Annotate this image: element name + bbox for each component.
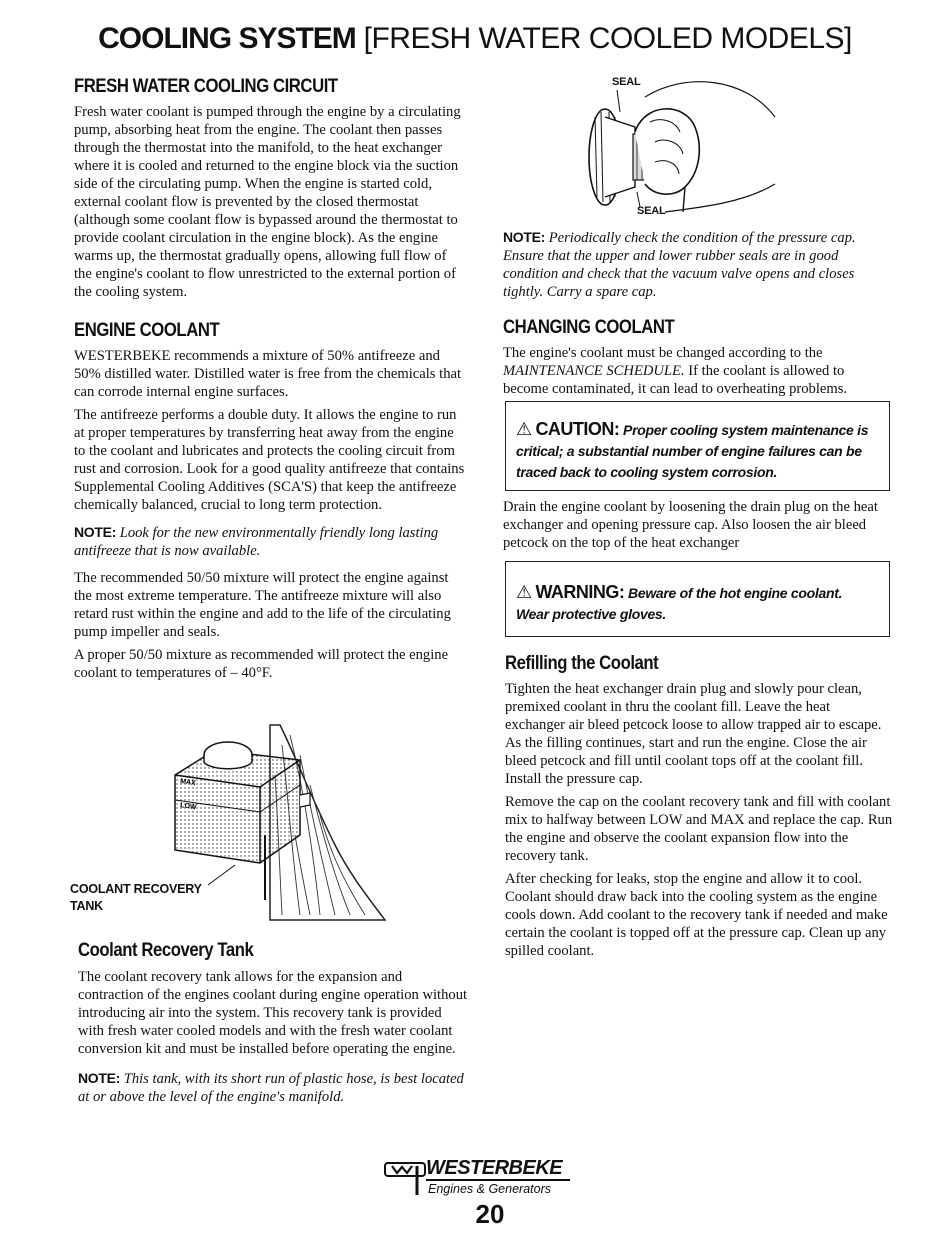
tank-low-label: LOW [179,802,197,812]
note-label: NOTE: [74,524,117,540]
caution-label: CAUTION: [535,419,620,439]
note-tank-location [78,1069,470,1106]
note-text: Look for the new environmentally friendly long lasting antifreeze that is now available. [74,525,439,559]
brand-name: WESTERBEKE [426,1157,570,1181]
note-text: Periodically check the condition of the pressure cap. Ensure that the upper and lower rubber seals are in good condition and check that the vacuum valve opens and closes tightly. Carry a spare cap. [503,230,856,300]
paragraph-antifreeze-duty: The antifreeze performs a double duty. It allows the engine to run at proper temperatures by transferring heat away from the engine to the coolant and lubricates and protects the cooling circuit from rust and corrosion. Look for a good quality antifreeze that contains Supplemental Cooling Additives (SCA'S) that keep the antifreeze chemically balanced, crucial to long term protection. [74,407,465,513]
paragraph-mixture-protection: The recommended 50/50 mixture will protect the engine against the most extreme temperature. The antifreeze mixture will also retard rust within the engine and add to the life of the circulating pump impeller and seals. [74,570,451,640]
caution-icon: ⚠ [516,419,532,439]
note-label: NOTE: [78,1070,121,1086]
paragraph-refilling-3: After checking for leaks, stop the engine and allow it to cool. Coolant should draw back into the cooling system as the engine cools down. Add coolant to the recovery tank if needed and make certain the coolant is topped off at the pressure cap. Clean up any spilled coolant. [505,871,888,959]
page-title-bold: COOLING SYSTEM [98,22,356,55]
seal-label-bottom: SEAL [637,205,666,217]
note-antifreeze [74,523,466,560]
figure-label-coolant-recovery: COOLANT RECOVERY [70,882,202,896]
page-title [0,22,950,56]
tank-max-label: MAX [179,778,197,788]
page-title-rest: [FRESH WATER COOLED MODELS] [363,22,852,55]
note-pressure-cap [503,228,888,301]
text-segment: If the coolant is allowed to become contaminated, it can lead to overheating problems. [503,363,848,397]
heading-changing-coolant: CHANGING COOLANT [503,317,675,338]
paragraph-refilling-1: Tighten the heat exchanger drain plug and slowly pour clean, premixed coolant in thru the coolant fill. Leave the heat exchanger air bleed petcock loose to allow trapped air to escape. As the filling continues, start and run the engine. Close the air bleed petcock and fill until coolant tops off at the coolant fill. Install the pressure cap. [505,681,882,787]
left-column [74,76,466,682]
warning-text-block [516,582,877,625]
paragraph-changing-coolant [503,344,888,398]
note-text: This tank, with its short run of plastic hose, is best located at or above the level of the engine's manifold. [78,1071,464,1105]
page-number: 20 [475,1199,505,1229]
caution-box [505,401,890,491]
westerbeke-logo-mark [382,1157,428,1199]
heading-coolant-recovery-tank: Coolant Recovery Tank [78,940,254,961]
caution-text: Proper cooling system maintenance is critical; a substantial number of engine failures can be traced back to cooling system corrosion. [516,422,869,480]
heading-refilling-coolant: Refilling the Coolant [505,653,659,674]
heading-fresh-water-cooling-circuit: FRESH WATER COOLING CIRCUIT [74,76,338,97]
caution-text-block [516,419,877,483]
warning-label: WARNING: [535,582,625,602]
warning-box [505,561,890,637]
seal-label-top: SEAL [612,76,641,88]
westerbeke-logo [382,1157,592,1199]
paragraph-drain-coolant: Drain the engine coolant by loosening the drain plug on the heat exchanger and opening pressure cap. Also loosen the air bleed petcock on the top of the heat exchanger [503,499,878,551]
note-label: NOTE: [503,229,546,245]
paragraph-refilling-2: Remove the cap on the coolant recovery tank and fill with coolant mix to halfway between LOW and MAX and replace the cap. Run the engine and observe the coolant expansion flow into the recovery tank. [505,794,893,864]
paragraph-coolant-mixture: WESTERBEKE recommends a mixture of 50% antifreeze and 50% distilled water. Distilled water is free from the chemicals that can corrode internal engine surfaces. [74,348,462,400]
text-segment: The engine's coolant must be changed according to the [503,345,823,361]
paragraph-recovery-tank: The coolant recovery tank allows for the expansion and contraction of the engines coolant during engine operation without introducing air into the system. This recovery tank is provided with fresh water cooled models and with the fresh water coolant conversion kit and must be installed before operating the engine. [78,969,468,1057]
paragraph-cooling-circuit: Fresh water coolant is pumped through the engine by a circulating pump, absorbing heat from the engine. The coolant then passes through the thermostat into the manifold, to the heat exchanger where it is cooled and returned to the engine block via the suction side of the circulating pump. When the engine is started cold, external coolant flow is prevented by the closed thermostat (although some coolant flow is bypassed around the thermostat to provide coolant circulation in the engine block). As the engine warms up, the thermostat gradually opens, allowing full flow of the engine's coolant to flow unrestricted to the external portion of the cooling system. [74,104,461,300]
right-column-lower [505,653,893,960]
right-column [503,228,888,398]
brand-tagline: Engines & Generators [428,1182,551,1196]
maintenance-schedule-ref: MAINTENANCE SCHEDULE. [503,363,685,379]
heading-engine-coolant: ENGINE COOLANT [74,320,220,341]
paragraph-temperature-protection: A proper 50/50 mixture as recommended will protect the engine coolant to temperatures of – 40°F. [74,647,449,681]
right-column-mid [503,498,891,552]
warning-text: Beware of the hot engine coolant. Wear protective gloves. [516,585,843,622]
left-column-lower [78,940,470,1106]
pressure-cap-illustration [575,72,795,222]
warning-icon: ⚠ [516,582,532,602]
figure-label-tank: TANK [70,899,103,913]
